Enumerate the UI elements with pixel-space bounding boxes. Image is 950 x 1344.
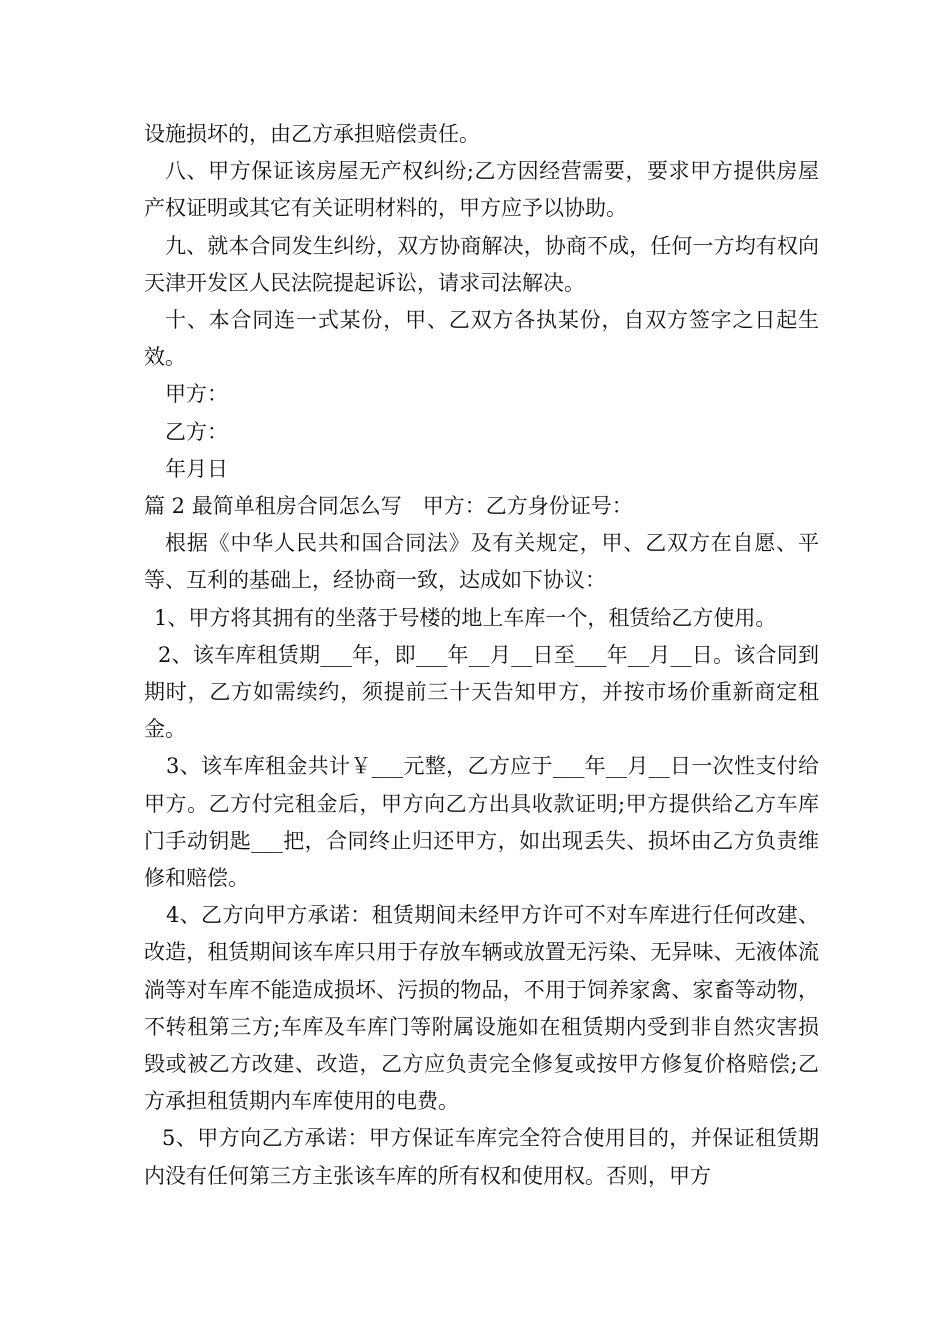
signature-date: 年月日 (165, 456, 228, 481)
contract-text (144, 116, 819, 1195)
clause-9: 九、就本合同发生纠纷，双方协商解决，协商不成，任何一方均有权向天津开发区人民法院提起诉讼，请求司法解决。 (144, 233, 819, 295)
clause-1: 1、甲方将其拥有的坐落于号楼的地上车库一个，租赁给乙方使用。 (154, 605, 777, 630)
paragraph-continuation: 设施损坏的，由乙方承担赔偿责任。 (144, 122, 480, 146)
clause-5: 5、甲方向乙方承诺：甲方保证车库完全符合使用目的，并保证租赁期内没有任何第三方主张该车库的所有权和使用权。否则，甲方 (144, 1126, 819, 1188)
section-2-heading: 篇 2 最简单租房合同怎么写 甲方：乙方身份证号： (144, 494, 633, 519)
signature-party-a: 甲方： (165, 382, 228, 407)
clause-8: 八、甲方保证该房屋无产权纠纷;乙方因经营需要，要求甲方提供房屋产权证明或其它有关证明材料的，甲方应予以协助。 (144, 159, 819, 221)
clause-10: 十、本合同连一式某份，甲、乙双方各执某份，自双方签字之日起生效。 (144, 308, 819, 370)
signature-party-b: 乙方： (165, 419, 228, 444)
clause-2: 2、该车库租赁期___年，即___年__月__日至___年__月__日。该合同到期时，乙方如需续约，须提前三十天告知甲方，并按市场价重新商定租金。 (144, 642, 819, 742)
clause-4: 4、乙方向甲方承诺：租赁期间未经甲方许可不对车库进行任何改建、改造，租赁期间该车库只用于存放车辆或放置无污染、无异味、无液体流淌等对车库不能造成损坏、污损的物品，不用于饲养家禽、家畜等动物，不转租第三方;车库及车库门等附属设施如在租赁期内受到非自然灾害损毁或被乙方改建、改造，乙方应负责完全修复或按甲方修复价格赔偿;乙方承担租赁期内车库使用的电费。 (144, 903, 819, 1114)
clause-3: 3、该车库租金共计￥___元整，乙方应于___年__月__日一次性支付给甲方。乙方付完租金后，甲方向乙方出具收款证明;甲方提供给乙方车库门手动钥匙___把，合同终止归还甲方，如出现丢失、损坏由乙方负责维修和赔偿。 (144, 754, 819, 891)
preamble: 根据《中华人民共和国合同法》及有关规定，甲、乙双方在自愿、平等、互利的基础上，经协商一致，达成如下协议： (144, 531, 819, 593)
